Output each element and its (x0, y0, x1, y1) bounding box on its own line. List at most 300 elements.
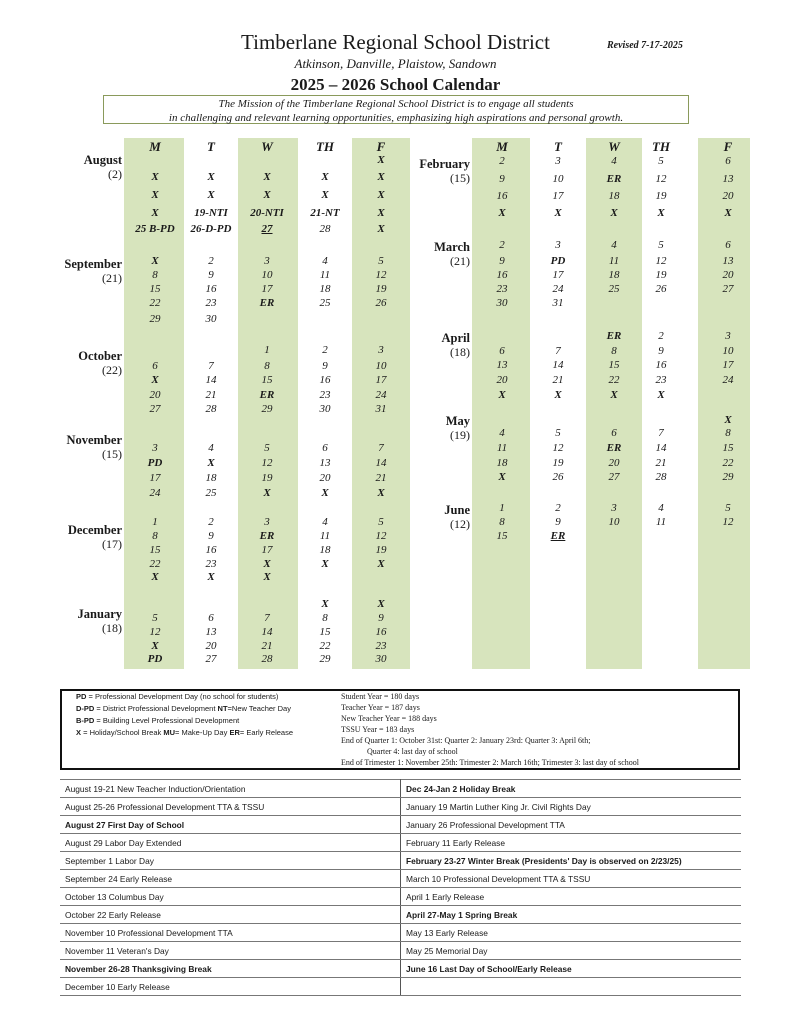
right-day-cell: 28 (655, 471, 667, 483)
right-day-cell: 24 (722, 374, 734, 386)
left-day-cell: X (321, 558, 329, 570)
event-right: May 25 Memorial Day (401, 942, 742, 960)
legend-year-line: End of Quarter 1: October 31st: Quarter 2: January 23rd: Quarter 3: April 6th; (341, 736, 591, 745)
event-right: January 19 Martin Luther King Jr. Civil Rights Day (401, 798, 742, 816)
left-day-cell: 9 (208, 530, 214, 542)
left-day-cell: 21 (261, 640, 273, 652)
left-day-cell: 29 (149, 313, 161, 325)
right-day-cell: 2 (555, 502, 561, 514)
left-day-cell: 27 (261, 223, 273, 235)
right-day-cell: ER (606, 173, 622, 185)
left-day-cell: X (151, 255, 159, 267)
left-day-cell: 12 (375, 530, 387, 542)
right-day-cell: X (498, 207, 506, 219)
left-month-name: January (77, 607, 122, 621)
right-day-cell: 19 (655, 269, 667, 281)
left-day-cell: 19-NTI (194, 207, 228, 219)
legend-year-line: End of Trimester 1: November 25th: Trimester 2: March 16th; Trimester 3: last day of school (341, 758, 639, 767)
left-day-cell: 30 (375, 653, 387, 665)
right-day-cell: 18 (608, 269, 620, 281)
right-day-cell: X (498, 471, 506, 483)
left-day-cell: 25 B-PD (135, 223, 175, 235)
right-day-cell: ER (550, 530, 566, 542)
right-day-cell: 12 (655, 255, 667, 267)
right-day-cell: 10 (552, 173, 564, 185)
left-month-name: August (83, 153, 122, 167)
right-day-cell: 15 (608, 359, 620, 371)
right-day-cell: 2 (499, 239, 505, 251)
left-day-cell: ER (259, 389, 275, 401)
mission-statement (103, 95, 689, 124)
legend-code-line (76, 727, 293, 739)
left-day-cell: 16 (205, 544, 217, 556)
right-day-cell: ER (606, 330, 622, 342)
right-month-name: May (445, 414, 470, 428)
right-day-cell: 18 (608, 190, 620, 202)
left-day-cell: 21-NT (310, 207, 340, 219)
left-day-cell: 8 (264, 360, 270, 372)
legend-code-meaning: = Early Release (239, 728, 294, 737)
right-day-cell: 5 (725, 502, 731, 514)
left-day-cell: X (151, 189, 159, 201)
left-day-cell: 3 (264, 255, 270, 267)
left-day-cell: X (321, 487, 329, 499)
right-day-cell: 12 (552, 442, 564, 454)
legend-code-meaning: = Professional Development Day (no school for students) (86, 692, 279, 701)
right-day-cell: 3 (725, 330, 731, 342)
left-day-cell: 9 (322, 360, 328, 372)
right-month-name: June (444, 503, 470, 517)
right-day-cell: 20 (496, 374, 508, 386)
right-month-count: (15) (450, 171, 470, 185)
left-day-cell: 12 (375, 269, 387, 281)
left-day-cell: X (263, 571, 271, 583)
event-left: August 19-21 New Teacher Induction/Orientation (60, 780, 401, 798)
left-day-cell: 29 (261, 403, 273, 415)
right-day-cell: 21 (552, 374, 564, 386)
left-day-cell: X (151, 171, 159, 183)
left-day-cell: X (377, 207, 385, 219)
legend-code-line (76, 691, 293, 703)
legend-code-meaning: =New Teacher Day (227, 704, 291, 713)
left-day-cell: 13 (205, 626, 217, 638)
left-day-cell: X (377, 558, 385, 570)
left-day-cell: 5 (264, 442, 270, 454)
left-day-cell: 19 (375, 283, 387, 295)
left-day-cell: 27 (149, 403, 161, 415)
left-day-cell: X (377, 189, 385, 201)
right-day-cell: 11 (655, 516, 667, 528)
left-day-cell: 20 (205, 640, 217, 652)
left-day-cell: 5 (378, 255, 384, 267)
mission-line-1: The Mission of the Timberlane Regional School District is to engage all students (218, 98, 574, 110)
left-day-cell: 22 (149, 297, 161, 309)
right-day-cell: X (610, 207, 618, 219)
event-left: December 10 Early Release (60, 978, 401, 996)
right-day-cell: 30 (496, 297, 508, 309)
right-day-cell: 4 (658, 502, 664, 514)
right-day-cell: 15 (496, 530, 508, 542)
left-day-cell: X (377, 154, 385, 166)
left-day-cell: 6 (322, 442, 328, 454)
right-day-cell: 6 (725, 155, 731, 167)
left-day-cell: 22 (319, 640, 331, 652)
right-day-cell: 5 (658, 155, 664, 167)
right-day-cell: 20 (608, 457, 620, 469)
left-day-cell: 20-NTI (250, 207, 284, 219)
legend-code: ER (229, 728, 240, 737)
left-day-cell: 10 (375, 360, 387, 372)
event-left: September 1 Labor Day (60, 852, 401, 870)
left-month-name: November (66, 433, 122, 447)
legend-year-info (341, 691, 639, 768)
left-day-cell: 3 (152, 442, 158, 454)
left-day-cell: 11 (319, 269, 331, 281)
event-left: November 26-28 Thanksgiving Break (60, 960, 401, 978)
right-day-cell: 22 (608, 374, 620, 386)
events-table (60, 779, 741, 996)
right-day-cell: 5 (658, 239, 664, 251)
left-day-cell: 29 (319, 653, 331, 665)
right-day-cell: 22 (722, 457, 734, 469)
event-row (60, 888, 741, 906)
event-left: August 29 Labor Day Extended (60, 834, 401, 852)
left-day-cell: X (207, 571, 215, 583)
event-row (60, 906, 741, 924)
right-day-cell: 11 (608, 255, 620, 267)
left-month-count: (2) (108, 167, 122, 181)
left-day-cell: 2 (322, 344, 328, 356)
left-day-header-f: F (376, 139, 386, 154)
right-day-cell: 26 (655, 283, 667, 295)
left-day-cell: 15 (261, 374, 273, 386)
event-left: November 10 Professional Development TTA (60, 924, 401, 942)
left-day-cell: 20 (319, 472, 331, 484)
event-row (60, 870, 741, 888)
legend-code: PD (76, 692, 87, 701)
right-day-cell: 31 (552, 297, 564, 309)
right-day-cell: 27 (608, 471, 620, 483)
legend-code-meaning: = District Professional Development (94, 704, 218, 713)
left-day-cell: 13 (319, 457, 331, 469)
right-day-cell: 9 (499, 255, 505, 267)
legend-code: MU (163, 728, 176, 737)
right-day-cell: X (724, 414, 732, 426)
left-day-cell: 7 (208, 360, 214, 372)
left-day-cell: 18 (319, 283, 331, 295)
left-month-name: September (64, 257, 122, 271)
legend-year-line: Student Year = 180 days (341, 692, 420, 701)
event-row (60, 780, 741, 798)
event-right: Dec 24-Jan 2 Holiday Break (401, 780, 742, 798)
left-day-cell: ER (259, 530, 275, 542)
left-day-cell: 6 (208, 612, 214, 624)
right-day-cell: X (657, 389, 665, 401)
event-left: November 11 Veteran's Day (60, 942, 401, 960)
towns-subtitle: Atkinson, Danville, Plaistow, Sandown (294, 56, 497, 71)
right-day-cell: X (724, 207, 732, 219)
left-day-cell: 2 (208, 516, 214, 528)
right-day-cell: 20 (722, 269, 734, 281)
right-day-cell: 29 (722, 471, 734, 483)
right-day-header-w: W (608, 139, 620, 154)
left-day-cell: 15 (149, 283, 161, 295)
legend-code-line (76, 715, 293, 727)
legend-code-meaning: = Holiday/School Break (81, 728, 164, 737)
legend-year-line: Quarter 4: last day of school (367, 747, 458, 756)
event-left: October 22 Early Release (60, 906, 401, 924)
left-day-cell: X (263, 189, 271, 201)
right-day-cell: 9 (555, 516, 561, 528)
left-day-header-th: TH (315, 139, 335, 154)
right-day-cell: 24 (552, 283, 564, 295)
event-right: January 26 Professional Development TTA (401, 816, 742, 834)
left-day-cell: X (321, 598, 329, 610)
right-day-cell: 15 (722, 442, 734, 454)
left-day-cell: 6 (152, 360, 158, 372)
left-day-cell: 5 (152, 612, 158, 624)
left-day-cell: 23 (319, 389, 331, 401)
right-day-header-th: TH (651, 139, 671, 154)
left-day-cell: 17 (149, 472, 161, 484)
right-day-cell: 25 (608, 283, 620, 295)
left-day-cell: 21 (205, 389, 217, 401)
event-row (60, 834, 741, 852)
right-day-cell: 2 (658, 330, 664, 342)
right-day-cell: 18 (496, 457, 508, 469)
event-right: May 13 Early Release (401, 924, 742, 942)
right-day-cell: 3 (611, 502, 617, 514)
left-day-cell: X (377, 487, 385, 499)
right-day-cell: 9 (658, 345, 664, 357)
legend-code: NT (217, 704, 228, 713)
left-day-cell: X (151, 571, 159, 583)
right-day-cell: 2 (499, 155, 505, 167)
district-title: Timberlane Regional School District (241, 30, 550, 54)
left-day-cell: 4 (208, 442, 214, 454)
left-day-cell: X (321, 189, 329, 201)
left-day-cell: 10 (261, 269, 273, 281)
right-day-cell: 23 (496, 283, 508, 295)
right-day-cell: 8 (725, 427, 731, 439)
event-right (401, 978, 742, 996)
legend-year-line: New Teacher Year = 188 days (341, 714, 437, 723)
left-month-count: (18) (102, 621, 122, 635)
event-row (60, 852, 741, 870)
right-month-name: February (419, 157, 470, 171)
right-month-name: March (434, 240, 470, 254)
left-day-cell: 5 (378, 516, 384, 528)
left-month-name: December (67, 523, 122, 537)
right-day-cell: 9 (499, 173, 505, 185)
left-day-cell: 22 (149, 558, 161, 570)
left-day-cell: 4 (322, 516, 328, 528)
event-left: August 25-26 Professional Development TTA & TSSU (60, 798, 401, 816)
left-day-cell: X (207, 171, 215, 183)
left-month-count: (22) (102, 363, 122, 377)
event-row (60, 798, 741, 816)
event-right: June 16 Last Day of School/Early Release (401, 960, 742, 978)
left-day-cell: 28 (319, 223, 331, 235)
right-day-cell: 12 (655, 173, 667, 185)
left-month-name: October (78, 349, 122, 363)
left-day-cell: 8 (152, 530, 158, 542)
event-row (60, 942, 741, 960)
left-day-cell: X (151, 207, 159, 219)
left-day-cell: 26 (375, 297, 387, 309)
left-day-cell: 20 (149, 389, 161, 401)
event-right: April 27-May 1 Spring Break (401, 906, 742, 924)
right-day-cell: X (610, 389, 618, 401)
left-month-count: (17) (102, 537, 122, 551)
left-day-cell: X (377, 598, 385, 610)
event-row (60, 960, 741, 978)
left-day-cell: 28 (261, 653, 273, 665)
left-day-header-w: W (261, 139, 273, 154)
right-day-header-t: T (554, 139, 562, 154)
left-day-cell: 12 (261, 457, 273, 469)
right-day-cell: 6 (499, 345, 505, 357)
calendar-year-title: 2025 – 2026 School Calendar (290, 75, 501, 94)
right-day-cell: 23 (655, 374, 667, 386)
left-day-cell: 23 (205, 558, 217, 570)
right-day-cell: 10 (608, 516, 620, 528)
legend-code-line (76, 703, 293, 715)
left-day-cell: 14 (261, 626, 273, 638)
right-day-cell: 14 (655, 442, 667, 454)
left-day-cell: 15 (319, 626, 331, 638)
left-day-cell: 23 (205, 297, 217, 309)
right-day-cell: X (554, 389, 562, 401)
event-left: September 24 Early Release (60, 870, 401, 888)
event-right: February 11 Early Release (401, 834, 742, 852)
right-day-cell: 13 (496, 359, 508, 371)
left-day-cell: 7 (264, 612, 270, 624)
left-day-cell: X (151, 374, 159, 386)
legend-code: B-PD (76, 716, 95, 725)
left-day-cell: 23 (375, 640, 387, 652)
left-day-cell: 12 (149, 626, 161, 638)
right-day-cell: ER (606, 442, 622, 454)
left-day-cell: X (263, 487, 271, 499)
left-month-count: (15) (102, 447, 122, 461)
right-month-name: April (441, 331, 470, 345)
left-day-cell: PD (147, 653, 163, 665)
right-day-cell: 12 (722, 516, 734, 528)
left-day-cell: 24 (149, 487, 161, 499)
right-month-count: (19) (450, 428, 470, 442)
left-day-cell: 14 (205, 374, 217, 386)
right-day-cell: 20 (722, 190, 734, 202)
right-day-cell: 1 (499, 502, 505, 514)
left-day-cell: 25 (319, 297, 331, 309)
right-day-cell: 6 (611, 427, 617, 439)
left-day-cell: X (263, 558, 271, 570)
right-day-cell: X (554, 207, 562, 219)
right-day-cell: 16 (496, 190, 508, 202)
right-day-cell: 27 (722, 283, 734, 295)
right-day-cell: 7 (658, 427, 664, 439)
right-day-cell: X (498, 389, 506, 401)
left-day-cell: 9 (208, 269, 214, 281)
right-day-cell: 6 (725, 239, 731, 251)
event-row (60, 816, 741, 834)
right-day-cell: 3 (555, 239, 561, 251)
right-day-cell: 11 (496, 442, 508, 454)
left-day-cell: 17 (261, 544, 273, 556)
event-row (60, 924, 741, 942)
legend-code-meaning: = Make-Up Day (175, 728, 230, 737)
left-day-cell: 15 (149, 544, 161, 556)
right-day-cell: 19 (552, 457, 564, 469)
left-day-cell: 28 (205, 403, 217, 415)
right-month-count: (21) (450, 254, 470, 268)
right-day-cell: 5 (555, 427, 561, 439)
right-day-cell: 16 (655, 359, 667, 371)
left-day-cell: X (207, 457, 215, 469)
left-day-cell: 8 (322, 612, 328, 624)
legend-codes (76, 691, 293, 739)
left-month-count: (21) (102, 271, 122, 285)
left-day-cell: 17 (375, 374, 387, 386)
right-day-cell: X (657, 207, 665, 219)
left-day-cell: X (207, 189, 215, 201)
right-day-cell: PD (550, 255, 566, 267)
left-day-cell: 24 (375, 389, 387, 401)
right-day-cell: 10 (722, 345, 734, 357)
right-day-cell: 16 (496, 269, 508, 281)
right-day-cell: 7 (555, 345, 561, 357)
left-day-cell: X (377, 223, 385, 235)
right-month-count: (12) (450, 517, 470, 531)
left-day-cell: 18 (319, 544, 331, 556)
left-day-cell: 1 (264, 344, 270, 356)
event-left: August 27 First Day of School (60, 816, 401, 834)
left-day-cell: 26-D-PD (190, 223, 232, 235)
revised-date: Revised 7-17-2025 (607, 40, 683, 51)
left-day-cell: 16 (205, 283, 217, 295)
left-day-cell: 3 (378, 344, 384, 356)
right-day-cell: 19 (655, 190, 667, 202)
right-month-count: (18) (450, 345, 470, 359)
left-day-cell: 21 (375, 472, 387, 484)
legend-code: D-PD (76, 704, 95, 713)
left-day-cell: 27 (205, 653, 217, 665)
right-day-cell: 17 (552, 269, 564, 281)
legend-year-line: TSSU Year = 183 days (341, 725, 415, 734)
left-day-cell: 1 (152, 516, 158, 528)
left-day-cell: X (377, 171, 385, 183)
left-day-cell: 16 (319, 374, 331, 386)
event-right: March 10 Professional Development TTA & TSSU (401, 870, 742, 888)
left-day-cell: 9 (378, 612, 384, 624)
left-day-header-m: M (149, 139, 161, 154)
right-day-cell: 4 (611, 155, 617, 167)
event-left: October 13 Columbus Day (60, 888, 401, 906)
left-day-cell: 7 (378, 442, 384, 454)
left-day-cell: X (263, 171, 271, 183)
left-day-cell: 17 (261, 283, 273, 295)
left-day-cell: 18 (205, 472, 217, 484)
right-day-cell: 21 (655, 457, 667, 469)
event-row (60, 978, 741, 996)
right-day-cell: 14 (552, 359, 564, 371)
left-day-cell: X (321, 171, 329, 183)
left-day-cell: 16 (375, 626, 387, 638)
left-day-cell: 25 (205, 487, 217, 499)
left-day-cell: 30 (319, 403, 331, 415)
right-day-cell: 8 (611, 345, 617, 357)
